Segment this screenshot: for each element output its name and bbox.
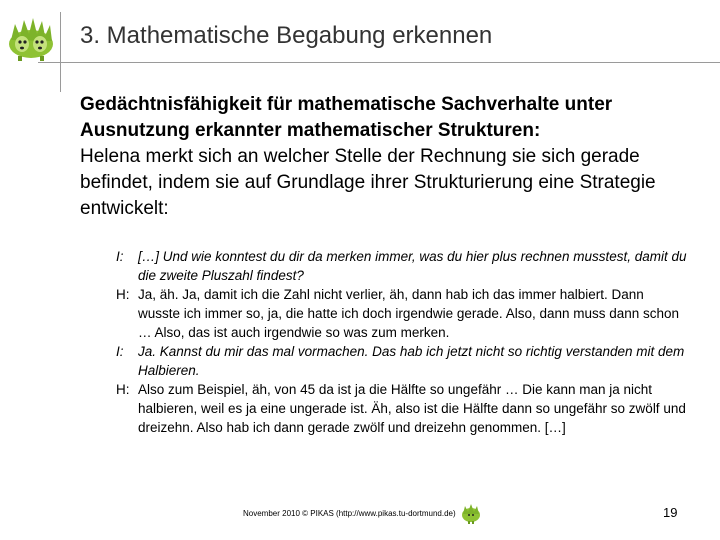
pikas-hedgehog-logo-icon bbox=[6, 14, 56, 64]
lead-normal-text: Helena merkt sich an welcher Stelle der Rechnung sie sich gerade befindet, indem sie auf Grundlage ihrer Strukturierung eine Strategie entwickelt: bbox=[80, 146, 656, 219]
footer-copyright: November 2010 © PIKAS (http://www.pikas.tu-dortmund.de) bbox=[243, 509, 456, 518]
header-vertical-divider bbox=[60, 12, 61, 92]
transcript-text: […] Und wie konntest du dir da merken immer, was du hier plus rechnen musstest, damit du die zweite Pluszahl findest? bbox=[138, 249, 687, 283]
transcript-entry bbox=[116, 247, 688, 285]
transcript-text: Also zum Beispiel, äh, von 45 da ist ja die Hälfte so ungefähr … Die kann man ja nicht halbieren, weil es ja eine ungerade ist. Äh, also ist die Hälfte dann so ungefähr so zwölf und dreizehn. Also hab ich dann gerade zwölf und dreizehn genommen. […] bbox=[138, 382, 686, 435]
speaker-label: H: bbox=[116, 382, 130, 397]
lead-bold-text: Gedächtnisfähigkeit für mathematische Sachverhalte unter Ausnutzung erkannter mathematischer Strukturen: bbox=[80, 94, 613, 141]
speaker-label: I: bbox=[116, 344, 124, 359]
transcript-entry bbox=[116, 285, 688, 342]
page-number: 19 bbox=[663, 505, 678, 520]
speaker-label: I: bbox=[116, 249, 124, 264]
header-horizontal-divider bbox=[38, 62, 720, 63]
lead-paragraph bbox=[80, 92, 710, 222]
speaker-label: H: bbox=[116, 287, 130, 302]
transcript-text: Ja, äh. Ja, damit ich die Zahl nicht verlier, äh, dann hab ich das immer halbiert. Dann wusste ich immer so, ja, die hatte ich doch irgendwie gerade. Also, dann muss dann schon … Also, das ist auch irgendwie so was zum merken. bbox=[138, 287, 680, 340]
slide-title: 3. Mathematische Begabung erkennen bbox=[80, 22, 493, 49]
transcript-text: Ja. Kannst du mir das mal vormachen. Das hab ich jetzt nicht so richtig verstanden mit dem Halbieren. bbox=[138, 344, 685, 378]
transcript-entry bbox=[116, 342, 688, 380]
transcript-entry bbox=[116, 380, 688, 437]
interview-transcript bbox=[116, 247, 688, 437]
pikas-small-logo-icon bbox=[460, 502, 482, 524]
